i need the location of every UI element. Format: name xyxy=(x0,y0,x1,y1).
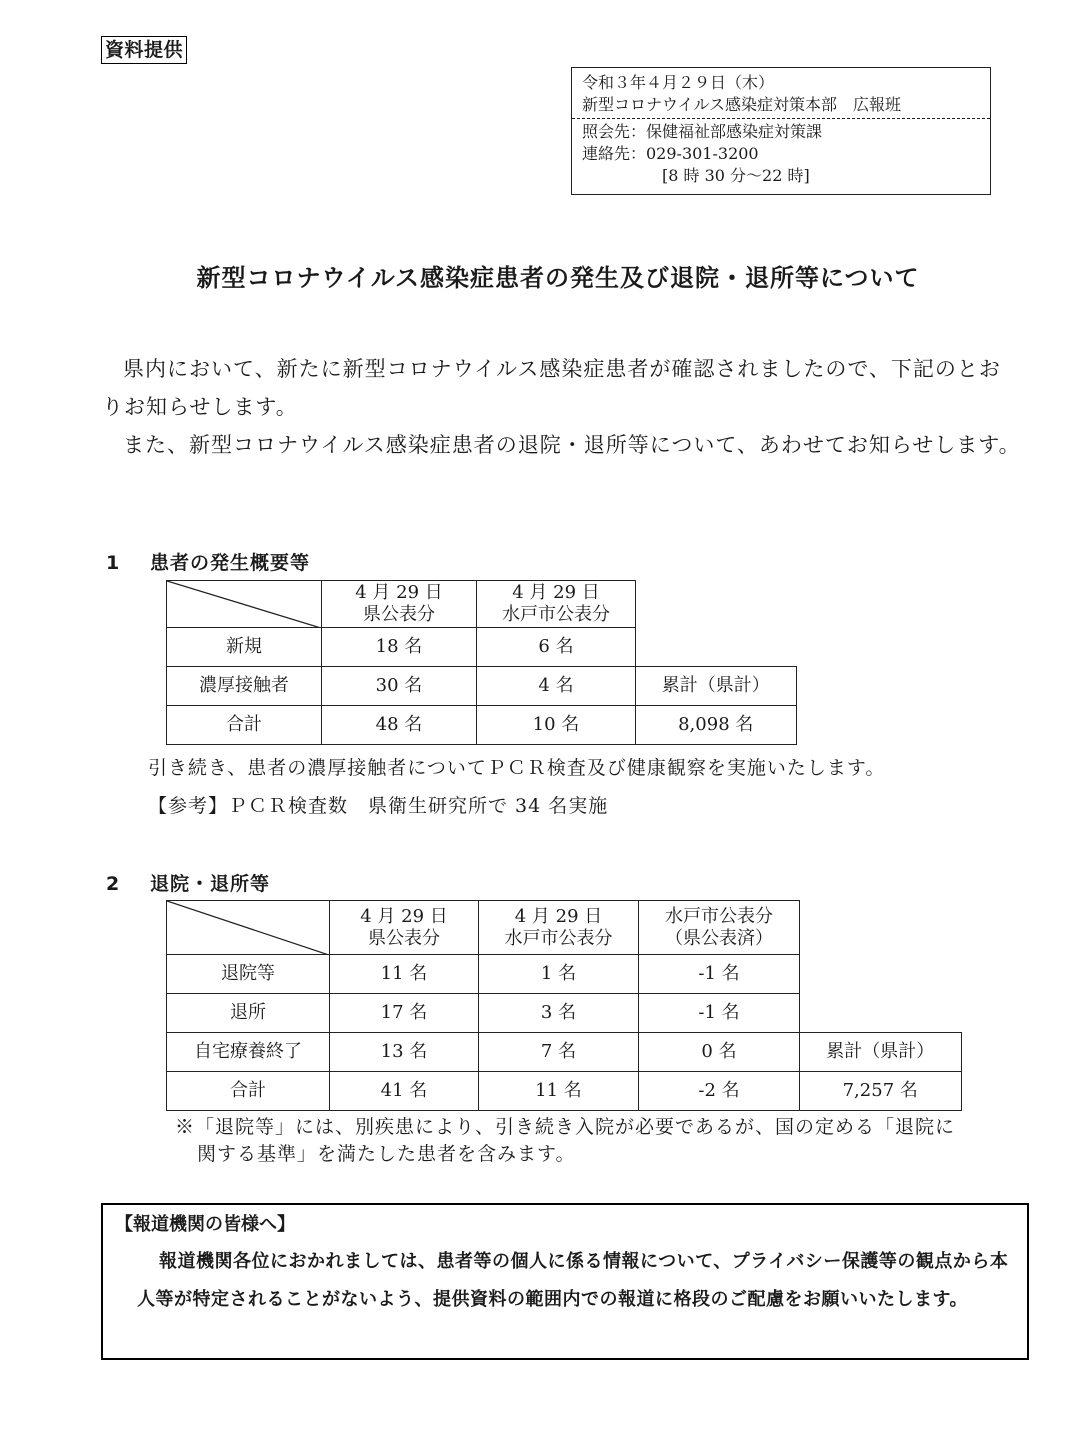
cell-value: 7 名 xyxy=(479,1033,639,1072)
header-label: 水戸市公表分 xyxy=(504,927,613,949)
cell-value: 10 名 xyxy=(477,706,636,745)
diagonal-line-icon xyxy=(167,581,321,628)
table-row xyxy=(167,706,797,745)
cell-value: 48 名 xyxy=(322,706,477,745)
document-tag: 資料提供 xyxy=(101,36,187,64)
empty-cell xyxy=(800,955,962,994)
cell-value: 30 名 xyxy=(322,667,477,706)
cell-value: -2 名 xyxy=(639,1072,800,1111)
row-label: 濃厚接触者 xyxy=(167,667,322,706)
press-notice-box xyxy=(101,1203,1029,1360)
column-header-mito xyxy=(479,901,639,955)
row-label: 合計 xyxy=(167,706,322,745)
cell-value: 3 名 xyxy=(479,994,639,1033)
header-date: 4 月 29 日 xyxy=(355,582,443,603)
contact-department: 照会先：保健福祉部感染症対策課 xyxy=(582,122,823,141)
press-notice-body: 報道機関各位におかれましては、患者等の個人に係る情報について、プライバシー保護等の観点から本人等が特定されることがないよう、提供資料の範囲内での報道に格段のご配慮をお願いいたします。 xyxy=(137,1251,1009,1310)
section-1-number: 1 xyxy=(106,552,121,574)
row-label: 合計 xyxy=(167,1072,330,1111)
cell-value: 11 名 xyxy=(479,1072,639,1111)
empty-cell xyxy=(800,901,962,955)
section-1-title: 患者の発生概要等 xyxy=(150,552,311,574)
cell-value: 13 名 xyxy=(330,1033,479,1072)
cell-value: 41 名 xyxy=(330,1072,479,1111)
header-date: 4 月 29 日 xyxy=(512,582,600,603)
cell-value: -1 名 xyxy=(639,955,800,994)
cell-value: 4 名 xyxy=(477,667,636,706)
section-2-number: 2 xyxy=(106,873,121,895)
table-corner-cell xyxy=(167,581,322,628)
empty-cell xyxy=(636,581,797,628)
document-title: 新型コロナウイルス感染症患者の発生及び退院・退所等について xyxy=(196,264,920,292)
release-date: 令和３年４月２９日（木） xyxy=(582,73,775,92)
cell-value: 1 名 xyxy=(479,955,639,994)
header-date: 4 月 29 日 xyxy=(514,905,603,927)
cell-value: 17 名 xyxy=(330,994,479,1033)
issuing-department: 新型コロナウイルス感染症対策本部 広報班 xyxy=(572,94,990,119)
row-label: 退所 xyxy=(167,994,330,1033)
section-2-title: 退院・退所等 xyxy=(150,873,271,895)
row-label: 新規 xyxy=(167,628,322,667)
empty-cell xyxy=(800,994,962,1033)
column-header-prefecture xyxy=(322,581,477,628)
cumulative-label: 累計（県計） xyxy=(800,1033,962,1072)
table-row xyxy=(167,667,797,706)
table-row xyxy=(167,1033,962,1072)
footnote-line-2: 関する基準」を満たした患者を含みます。 xyxy=(197,1143,576,1165)
header-label: 水戸市公表分 xyxy=(665,905,773,927)
contact-phone: 連絡先：029-301-3200 xyxy=(582,144,759,163)
column-header-mito-published xyxy=(639,901,800,955)
intro-paragraph-1: 県内において、新たに新型コロナウイルス感染症患者が確認されましたので、下記のとおりお知らせします。 xyxy=(102,357,1001,419)
cell-value: 0 名 xyxy=(639,1033,800,1072)
row-label: 自宅療養終了 xyxy=(167,1033,330,1072)
diagonal-line-icon xyxy=(167,901,329,955)
cell-value: 18 名 xyxy=(322,628,477,667)
table-row xyxy=(167,1072,962,1111)
press-notice-title: 【報道機関の皆様へ】 xyxy=(115,1214,295,1235)
header-sublabel: （県公表済） xyxy=(665,927,773,949)
section-2-heading xyxy=(106,869,270,896)
header-date: 4 月 29 日 xyxy=(360,905,448,927)
intro-paragraph-2: また、新型コロナウイルス感染症患者の退院・退所等について、あわせてお知らせします。 xyxy=(123,433,1021,457)
cumulative-label: 累計（県計） xyxy=(636,667,797,706)
cell-value: 6 名 xyxy=(477,628,636,667)
cell-value: 11 名 xyxy=(330,955,479,994)
empty-cell xyxy=(636,628,797,667)
header-label: 県公表分 xyxy=(363,604,435,625)
footnote-line-1: ※「退院等」には、別疾患により、引き続き入院が必要であるが、国の定める「退院に xyxy=(175,1116,956,1138)
header-label: 水戸市公表分 xyxy=(502,604,610,625)
cumulative-value: 8,098 名 xyxy=(636,706,797,745)
contact-info-box xyxy=(571,67,991,195)
table-row xyxy=(167,628,797,667)
table-row xyxy=(167,955,962,994)
row-label: 退院等 xyxy=(167,955,330,994)
discharge-table xyxy=(166,900,962,1111)
cumulative-value: 7,257 名 xyxy=(800,1072,962,1111)
header-label: 県公表分 xyxy=(368,927,440,949)
patient-table xyxy=(166,580,797,745)
section-1-heading xyxy=(106,548,310,575)
cell-value: -1 名 xyxy=(639,994,800,1033)
section-1-reference: 【参考】ＰＣＲ検査数 県衛生研究所で 34 名実施 xyxy=(148,795,609,817)
table-row xyxy=(167,994,962,1033)
contact-hours: [8 時 30 分～22 時] xyxy=(662,166,810,185)
section-1-note: 引き続き、患者の濃厚接触者についてＰＣＲ検査及び健康観察を実施いたします。 xyxy=(148,757,886,779)
column-header-mito xyxy=(477,581,636,628)
column-header-prefecture xyxy=(330,901,479,955)
table-corner-cell xyxy=(167,901,330,955)
